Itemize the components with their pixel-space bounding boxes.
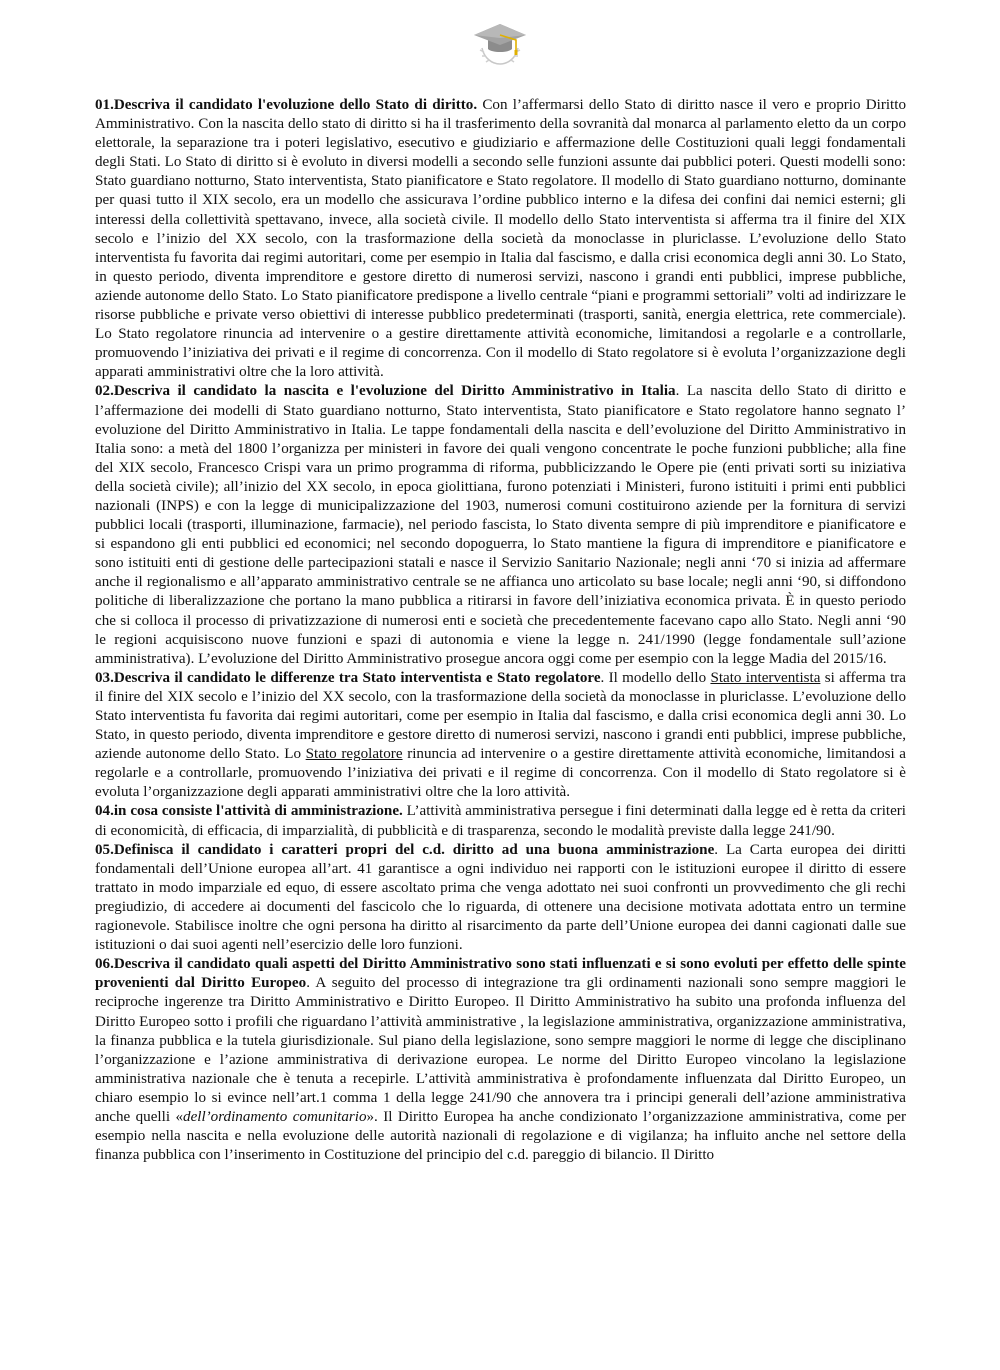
question-heading: 03.Descriva il candidato le differenze tra Stato interventista e Stato regolatore: [95, 669, 601, 686]
answer-text: L’attività amministrativa persegue i fini determinati dalla legge ed è retta da criteri di economicità, di efficacia, di imparzialità, di pubblicità e di trasparenza, secondo le modalità previste dalla legge 241/90.: [95, 803, 906, 839]
section-05: [95, 841, 906, 956]
question-heading: 04.in cosa consiste l'attività di amministrazione.: [95, 803, 403, 820]
answer-text: Con l’affermarsi dello Stato di diritto nasce il vero e proprio Diritto Amministrativo. Con la nascita dello stato di diritto si ha il trasferimento della sovranità dal monarca al parlamento eletto da un corpo elettorale, la separazione tra i poteri legislativo, esecutivo e giudiziario e affermazione delle Costituzioni quali leggi fondamentali degli Stati. Lo Stato di diritto si è evoluto in diversi modelli a secondo selle funzioni assunte dai pubblici poteri. Questi modelli sono: Stato guardiano notturno, Stato interventista, Stato pianificatore e Stato regolatore. Il modello di Stato guardiano notturno, dominante per quasi tutto il XIX secolo, era un modello che assicurava l’ordine pubblico interno e la difesa dei confini dai nemici esterni; gli interessi della collettività spettavano, invece, alla società civile. Il modello dello Stato interventista si afferma tra il finire del XIX secolo e l’inizio del XX secolo, con la trasformazione della società da monoclasse in pluriclasse. L’evoluzione dello Stato interventista fu favorita dai regimi autoritari, come per esempio in Italia dal fascismo, e dalla crisi economica degli anni 30. Lo Stato, in questo periodo, diventa imprenditore e gestore diretto di numerosi servizi, nascono i grandi enti pubblici, imprese pubbliche, aziende autonome dello Stato. Lo Stato pianificatore predispone a livello centrale “piani e programmi settoriali” volti ad indirizzare le risorse pubbliche e private verso obiettivi di interesse pubblico predeterminati (trasporti, sanità, energia elettrica, rete commerciale). Lo Stato regolatore rinuncia ad intervenire o a gestire direttamente attività economiche, limitandosi a regolarle e a controllarle, promuovendo l’iniziativa dei privati e il regime di concorrenza. Con il modello di Stato regolatore si è evoluta l’organizzazione degli apparati amministrativi oltre che la loro attività.: [95, 97, 906, 381]
answer-text: . La nascita dello Stato di diritto e l’affermazione dei modelli di Stato guardiano notturno, Stato interventista, Stato pianificatore e Stato regolatore hanno segnato l’ evoluzione del Diritto Amministrativo in Italia. Le tappe fondamentali della nascita e dell’evoluzione del Diritto Amministrativo in Italia sono: a metà del 1800 l’organizza per ministeri in favore dei quali vengono concentrate le poche funzioni pubbliche; alla fine del XIX secolo, Francesco Crispi vara un primo programma di riforma, pubblicizzando le Opere pie (enti privati sorti su iniziativa della società civile); all’inizio del XX secolo, in epoca giolittiana, furono potenziati i Ministeri, furono istituiti i primi enti pubblici nazionali (INPS) e con la legge di municipalizzazione del 1903, numerosi comuni costituirono aziende per la fornitura di servizi pubblici locali (trasporti, illuminazione, farmacie), nel periodo fascista, lo Stato diventa sempre di più imprenditore e pianificatore e si espandono gli enti pubblici ed economici; nel secondo dopoguerra, lo Stato mantiene la figura di imprenditore e pianificatore e sono istituiti enti di gestione delle partecipazioni statali e nasce il Servizio Sanitario Nazionale; negli anni ‘70 si inizia ad affermare anche il regionalismo e all’apparato amministrativo centrale se ne affianca uno articolato su base locale; negli anni ‘90, si diffondono politiche di liberalizzazione che portano la mano pubblica a ritirarsi in favore dell’iniziativa economica privata. È in questo periodo che si colloca il processo di privatizzazione di numerosi enti e società che precedentemente facevano capo allo Stato. Negli anni ‘90 le regioni acquisiscono nuove funzioni e spazi di autonomia e viene la legge n. 241/1990 (legge fondamentale sull’azione amministrativa). L’evoluzione del Diritto Amministrativo prosegue ancora oggi come per esempio con la legge Madia del 2015/16.: [95, 383, 906, 667]
document-body: [95, 96, 906, 1165]
underlined-term: Stato interventista: [710, 669, 821, 686]
answer-text: . A seguito del processo di integrazione tra gli ordinamenti nazionali sono sempre maggiori le reciproche ingerenze tra Diritto Amministrativo e Diritto Europeo. Il Diritto Amministrativo ha subito una profonda influenza del Diritto Europeo sotto i profili che riguardano l’attività amministrative , la legislazione amministrativa, organizzazione amministrativa, la finanza pubblica e la tutela giurisdizionale. Sul piano della legislazione, sono sempre maggiori le norme di legge che disciplinano l’organizzazione e l’azione amministrativa di derivazione europea. Le norme del Diritto Europeo vincolano la legislazione amministrativa nazionale che è tenuta a recepirle. L’attività amministrativa è profondamente influenzata dal Diritto Europeo, un chiaro esempio lo si evince nell’art.1 comma 1 della legge 241/90 che annovera tra i principi generali dell’azione amministrativa anche quelli «: [95, 975, 906, 1125]
answer-text: . Il modello dello: [600, 669, 711, 686]
section-03: [95, 669, 906, 803]
section-06: [95, 955, 906, 1165]
underlined-term: Stato regolatore: [305, 746, 403, 763]
section-02: [95, 382, 906, 668]
italic-quote: dell’ordinamento comunitario: [183, 1108, 367, 1125]
section-04: [95, 802, 906, 840]
section-01: [95, 96, 906, 382]
question-heading: 05.Definisca il candidato i caratteri propri del c.d. diritto ad una buona amministrazione: [95, 841, 715, 858]
answer-text: rinuncia ad intervenire o a gestire direttamente attività economiche, limitandosi a regolarle e a controllarle, promuovendo l’iniziativa dei privati e il regime di concorrenza. Con il modello di Stato regolatore si è evoluta l’organizzazione degli apparati amministrativi oltre che la loro attività.: [95, 746, 906, 801]
question-heading: 06.Descriva il candidato quali aspetti del Diritto Amministrativo sono stati influenzati e si sono evoluti per effetto delle spinte provenienti dal Diritto Europeo: [95, 956, 906, 992]
question-heading: 01.Descriva il candidato l'evoluzione dello Stato di diritto.: [95, 97, 478, 113]
question-heading: 02.Descriva il candidato la nascita e l'evoluzione del Diritto Amministrativo in Italia: [95, 383, 676, 400]
answer-text: . La Carta europea dei diritti fondamentali dell’Unione europea all’art. 41 garantisce a ogni individuo nei rapporti con le istituzioni europee il diritto di essere trattato in modo imparziale ed equo, di essere ascoltato prima che venga adottato nei suoi confronti un provvedimento che gli rechi pregiudizio, di accedere ai documenti del fascicolo che lo riguarda, di ottenere una decisione motivata adottata entro un termine ragionevole. Stabilisce inoltre che ogni persona ha diritto al risarcimento da parte dell’Unione europea dei danni cagionati dalle sue istituzioni o dai suoi agenti nell’esercizio delle loro funzioni.: [95, 841, 906, 954]
graduation-cap-icon: [470, 18, 530, 68]
answer-text: ». Il Diritto Europea ha anche condizionato l’organizzazione amministrativa, come per esempio nella nascita e nella evoluzione delle autorità nazionali di regolazione e di vigilanza; ha influito anche nel settore della finanza pubblica con l’inserimento in Costituzione del principio del c.d. pareggio di bilancio. Il Diritto: [95, 1108, 906, 1164]
answer-text: si afferma tra il finire del XIX secolo e l’inizio del XX secolo, con la trasformazione della società da monoclasse in pluriclasse. L’evoluzione dello Stato interventista fu favorita dai regimi autoritari, come per esempio in Italia dal fascismo, e dalla crisi economica degli anni 30. Lo Stato, in questo periodo, diventa imprenditore e gestore diretto di numerosi servizi, nascono i grandi enti pubblici, imprese pubbliche, aziende autonome dello Stato. Lo: [95, 669, 906, 763]
